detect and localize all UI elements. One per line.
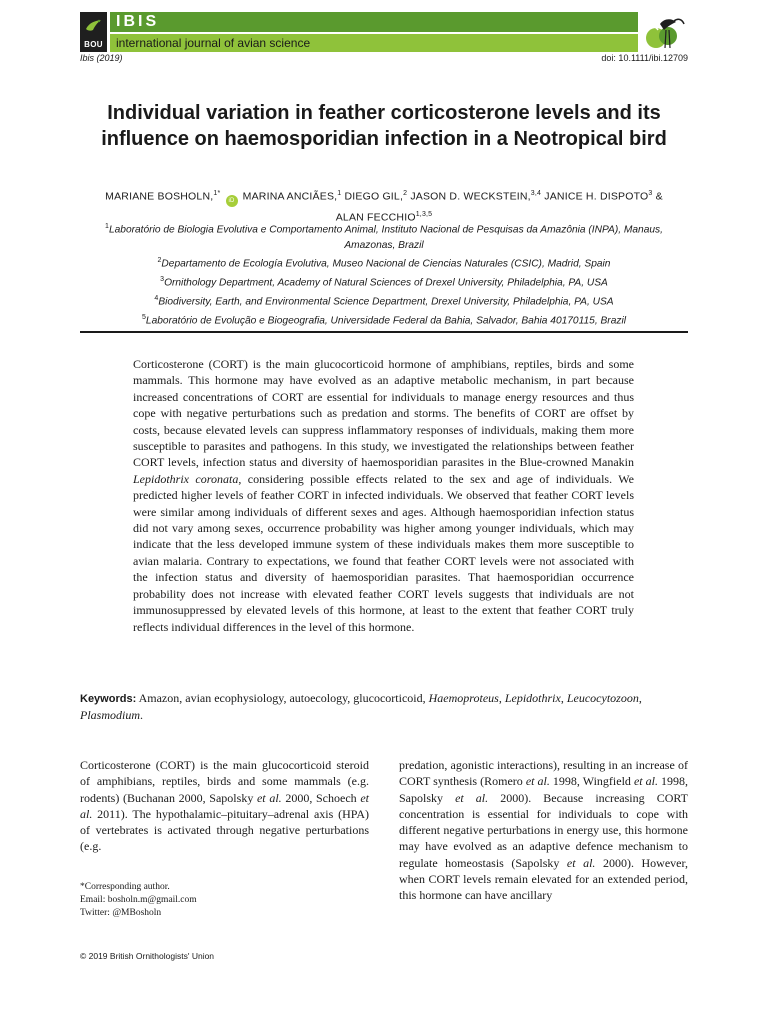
author-ampersand: & [655,190,663,203]
author-email[interactable]: Email: bosholn.m@gmail.com [80,895,197,905]
affiliation-text: Ornithology Department, Academy of Natural Sciences of Drexel University, Philadelphia, PA, USA [164,277,608,289]
author-name: MARINA ANCIÃES, [242,190,338,203]
affiliation-item [80,272,688,291]
author-name: MARIANE BOSHOLN, [105,190,214,203]
journal-subtitle: international journal of avian science [116,36,311,50]
journal-masthead [80,12,688,52]
body-column-left [80,757,369,855]
bird-logo-icon [84,17,103,35]
body-text: 2011). The hypothalamic–pituitary–adrenal axis (HPA) of vertebrates is activated through negative perturbations (e.g. [80,806,369,854]
body-paragraph [80,757,369,855]
species-name: Lepidothrix coronata [133,471,239,486]
keyword-end: . [140,708,143,722]
body-text: 2000). Because increasing CORT concentration is essential for individuals to cope with different negative perturbations in energy use, this hormone may have evolved as an adaptive defence mechanism to regulate homeostasis (Sapolsky [399,790,688,870]
corresponding-author-footnote [80,881,369,920]
ibis-bird-illustration-icon [638,12,688,52]
affiliation-item [80,310,688,329]
author-affiliation-sup: 2 [403,190,408,197]
et-al: et al. [566,855,596,870]
body-paragraph [399,757,688,904]
affiliation-text: Biodiversity, Earth, and Environmental Science Department, Drexel University, Philadelphia, PA, USA [158,296,614,308]
affiliation-text: Departamento de Ecología Evolutiva, Museo Nacional de Ciencias Naturales (CSIC), Madrid, Spain [161,258,611,270]
et-al: et al. [525,774,550,789]
affiliation-number: 3 [160,276,165,284]
author-affiliation-sup: 3 [648,190,653,197]
author-name: JANICE H. DISPOTO [544,190,649,203]
keyword-genus: Leucocytozoon [566,691,639,705]
journal-year: Ibis (2019) [80,53,123,63]
affiliation-number: 5 [142,314,146,322]
affiliation-item [80,291,688,310]
author-name: JASON D. WECKSTEIN, [410,190,531,203]
affiliation-list [80,219,688,329]
keyword-separator: , [498,691,505,705]
footnote-label: *Corresponding author. [80,882,170,892]
et-al: et al. [455,790,489,805]
body-text: 2000). However, when CORT levels remain elevated for an extended period, this hormone can have ancillary [399,855,688,903]
abstract-text: , considering possible effects related to the sex and age of individuals. We predicted higher levels of feather CORT in infected individuals. We observed that feather CORT levels were similar among individuals of different sexes and ages. Although haemosporidian infection status did not vary among sexes, occurrence probability was higher among younger individuals, which may indicate that the less developed immune system of these individuals makes them more susceptible to avian malaria. Contrary to expectations, we found that feather CORT levels were not associated with the infection status and diversity of haemosporidian parasites. That haemosporidian occurrence probability does not increase with elevated feather CORT levels suggests that individuals are not immunosuppressed by elevated levels of this hormone, at least to the extent that feather CORT truly reflects individual differences in the level of this hormone. [133,471,634,634]
keyword-genus: Plasmodium [80,708,140,722]
article-title: Individual variation in feather corticosterone levels and its influence on haemosporidian infection in a Neotropical bird [101,102,667,150]
keyword-genus: Haemoproteus [428,691,499,705]
affiliation-item [80,253,688,272]
author-name: ALAN FECCHIO [335,211,416,223]
body-text: 2000, Schoech [281,790,361,805]
body-column-right [399,757,688,904]
et-al: et al. [256,790,282,805]
author-affiliation-sup: 1,3,5 [415,210,433,218]
affiliation-item [80,219,688,253]
keyword-separator: , [638,691,642,705]
masthead-title-bar [110,12,655,32]
et-al: et al. [633,774,658,789]
bou-logo [80,12,107,52]
abstract [133,356,634,635]
author-twitter[interactable]: Twitter: @MBosholn [80,908,162,918]
keyword-genus: Lepidothrix [504,691,561,705]
bou-logo-text: BOU [84,40,103,49]
journal-name: IBIS [116,13,160,30]
affiliation-number: 1 [105,223,109,230]
author-name: DIEGO GIL, [344,190,404,203]
body-text: 1998, Sapolsky [399,774,689,805]
keywords-label: Keywords: [80,693,137,705]
masthead-subtitle-bar [110,34,655,52]
keyword-separator: , [560,691,567,705]
affiliation-text: Laboratório de Biologia Evolutiva e Comportamento Animal, Instituto Nacional de Pesquisas da Amazônia (INPA), Manaus, Amazonas, Brazil [108,224,663,251]
et-al: et al. [80,790,369,821]
keywords [80,690,688,723]
keyword-text: Amazon, avian ecophysiology, autoecology, glucocorticoid, [136,691,429,705]
doi[interactable]: doi: 10.1111/ibi.12709 [601,53,688,63]
body-text: predation, agonistic interactions), resulting in an increase of CORT synthesis (Romero [399,758,688,789]
affiliation-number: 4 [154,295,159,303]
author-affiliation-sup: 1* [213,190,221,197]
body-text: 1998, Wingfield [549,774,634,789]
affiliation-number: 2 [157,257,162,265]
abstract-paragraph [133,356,634,635]
author-affiliation-sup: 1 [337,190,342,197]
header-divider [80,331,688,333]
orcid-icon[interactable]: iD [226,195,238,207]
affiliation-text: Laboratório de Evolução e Biogeografia, Universidade Federal da Bahia, Salvador, Bahia 40170115, Brazil [145,315,626,327]
author-affiliation-sup: 3,4 [530,190,542,197]
body-text: Corticosterone (CORT) is the main glucocorticoid steroid of amphibians, reptiles, birds and some mammals (e.g. rodents) (Buchanan 2000, Sapolsky [80,758,369,805]
abstract-text: Corticosterone (CORT) is the main glucocorticoid hormone of amphibians, reptiles, birds and some mammals. This hormone may have evolved as an adaptive metabolic mechanism, in part because increased concentrations of CORT are essential for individuals to manage energy resources and thus cope with negative perturbations such as predation and storms. The benefits of CORT are offset by costs, because elevated levels can suppress inflammatory responses of individuals, making them more susceptible to parasites and pathogens. In this study, we investigated the relationships between feather CORT levels, infection status and diversity of haemosporidian parasites in the Blue-crowned Manakin [133,357,634,470]
copyright-notice: © 2019 British Ornithologists' Union [80,951,215,961]
